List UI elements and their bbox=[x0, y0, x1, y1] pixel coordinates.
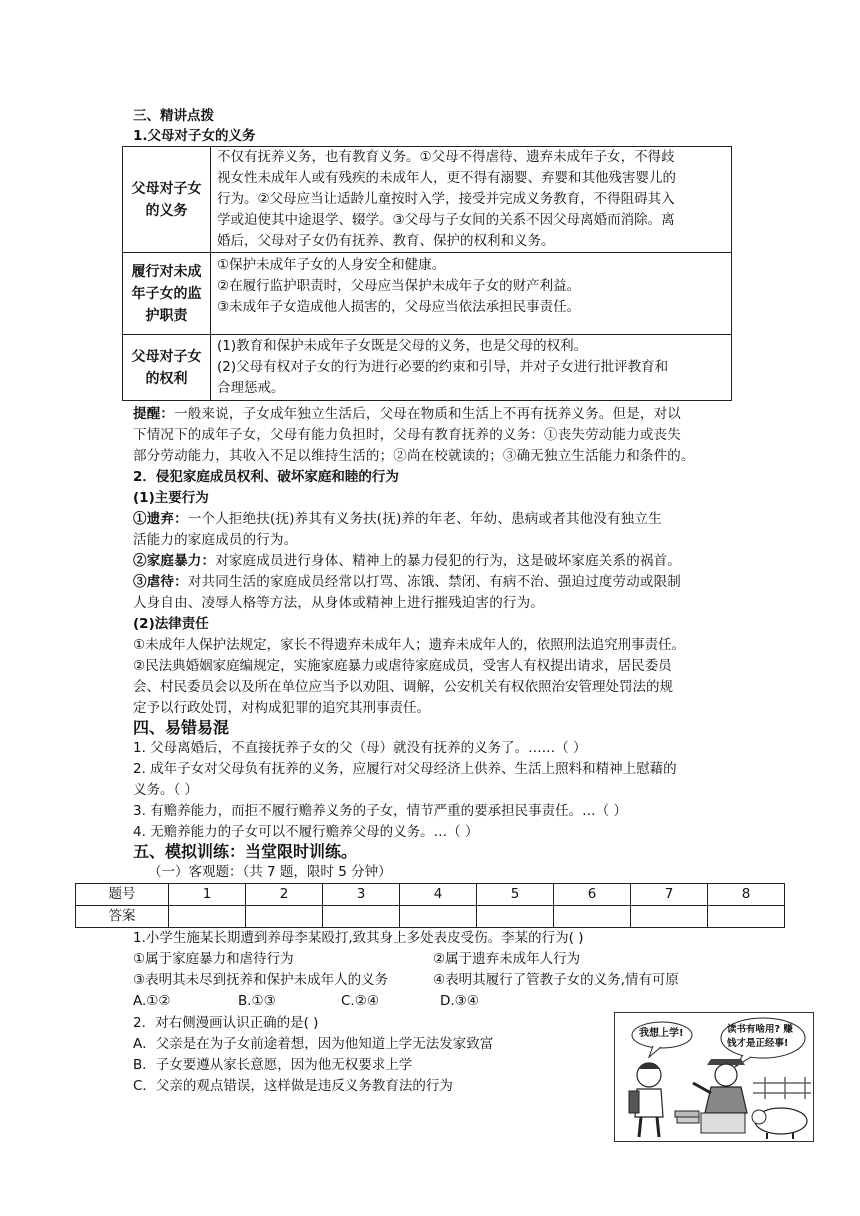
tip-line-1: 提醒：一般来说，子女成年独立生活后，父母在物质和生活上不再有抚养义务。但是，对以 bbox=[133, 406, 682, 422]
q1-option-4: ④表明其履行了管教子女的义务,情有可原 bbox=[433, 972, 679, 988]
row-body-guardianship bbox=[211, 253, 732, 335]
answer-cell[interactable] bbox=[400, 906, 477, 928]
table-row bbox=[123, 147, 732, 253]
cell-line: (2)父母有权对子女的行为进行必要的约束和引导，并对子女进行批评教育和 bbox=[217, 359, 669, 375]
table-row bbox=[123, 253, 732, 335]
law-line-3: 会、村民委员会以及所在单位应当予以劝阻、调解，公安机关有权依照治安管理处罚法的规 bbox=[133, 679, 673, 695]
q1-stem: 1.小学生施某长期遭到养母李某殴打,致其身上多处表皮受伤。李某的行为( ) bbox=[133, 930, 584, 946]
question-number: 1 bbox=[169, 884, 246, 906]
q1-choice-a[interactable]: A.①② bbox=[133, 993, 171, 1009]
answer-cell[interactable] bbox=[477, 906, 554, 928]
q2-stem: 2．对右侧漫画认识正确的是( ) bbox=[133, 1015, 319, 1031]
row-body-duties bbox=[211, 147, 732, 253]
cell-line: 合理惩戒。 bbox=[217, 380, 285, 396]
answer-cell[interactable] bbox=[169, 906, 246, 928]
answer-cell[interactable] bbox=[246, 906, 323, 928]
question-number: 5 bbox=[477, 884, 554, 906]
row-body-rights bbox=[211, 335, 732, 401]
table-row bbox=[76, 884, 785, 906]
bubble-child: 我想上学! bbox=[639, 1028, 684, 1039]
q2-choice-b[interactable]: B．子女要遵从家长意愿，因为他无权要求上学 bbox=[133, 1057, 413, 1073]
s4-item-2: 2. 成年子女对父母负有抚养的义务，应履行对父母经济上供养、生活上照料和精神上慰藉的 bbox=[133, 761, 677, 777]
cell-line: ①保护未成年子女的人身安全和健康。 bbox=[217, 257, 446, 273]
law-line-2: ②民法典婚姻家庭编规定，实施家庭暴力或虐待家庭成员，受害人有权提出请求，居民委员 bbox=[133, 658, 672, 674]
question-number-label: 题号 bbox=[76, 884, 169, 906]
act-domestic-violence: ②家庭暴力：对家庭成员进行身体、精神上的暴力侵犯的行为，这是破坏家庭关系的祸首。 bbox=[133, 553, 682, 569]
s4-item-1: 1. 父母离婚后，不直接抚养子女的父（母）就没有抚养的义务了。……（ ） bbox=[133, 740, 587, 756]
q1-option-2: ②属于遗弃未成年人行为 bbox=[433, 951, 581, 967]
q1-option-1: ①属于家庭暴力和虐待行为 bbox=[133, 951, 294, 967]
section-4-title: 四、易错易混 bbox=[133, 718, 230, 737]
cartoon-illustration bbox=[614, 1012, 814, 1142]
s5-subtitle: （一）客观题：（共 7 题，限时 5 分钟） bbox=[148, 864, 392, 880]
tip-line-3: 部分劳动能力，其收入不足以维持生活的；②尚在校就读的；③确无独立生活能力和条件的。 bbox=[133, 448, 695, 464]
answer-table bbox=[75, 883, 785, 928]
q1-choice-c[interactable]: C.②④ bbox=[341, 993, 379, 1009]
s4-item-3: 3. 有赡养能力，而拒不履行赡养义务的子女，情节严重的要承担民事责任。…（ ） bbox=[133, 803, 627, 819]
cell-line: 行为。②父母应当让适龄儿童按时入学，接受并完成义务教育，不得阻碍其入 bbox=[217, 191, 675, 207]
section-5-title: 五、模拟训练：当堂限时训练。 bbox=[133, 842, 358, 861]
q1-choice-b[interactable]: B.①③ bbox=[238, 993, 276, 1009]
bubble-father-line-1: 读书有啥用? 赚 bbox=[727, 1024, 793, 1035]
row-head-duties: 父母对子女的义务 bbox=[123, 147, 211, 253]
question-number: 3 bbox=[323, 884, 400, 906]
table-row bbox=[123, 335, 732, 401]
q2-choice-c[interactable]: C．父亲的观点错误，这样做是违反义务教育法的行为 bbox=[133, 1078, 453, 1094]
q1-choice-d[interactable]: D.③④ bbox=[440, 993, 479, 1009]
bubble-father-line-2: 钱才是正经事! bbox=[727, 1038, 789, 1049]
s4-item-2-cont: 义务。（ ） bbox=[133, 782, 199, 798]
law-line-4: 定予以行政处罚，对构成犯罪的追究其刑事责任。 bbox=[133, 700, 430, 716]
cell-line: ②在履行监护职责时，父母应当保护未成年子女的财产利益。 bbox=[217, 278, 581, 294]
table-row bbox=[76, 906, 785, 928]
section-3-subtitle-2: 2．侵犯家庭成员权利、破坏家庭和睦的行为 bbox=[133, 469, 399, 485]
s4-item-4: 4. 无赡养能力的子女可以不履行赡养父母的义务。…（ ） bbox=[133, 824, 479, 840]
answer-cell[interactable] bbox=[631, 906, 708, 928]
law-line-1: ①未成年人保护法规定，家长不得遗弃未成年人；遗弃未成年人的，依照刑法追究刑事责任。 bbox=[133, 637, 686, 653]
answer-label: 答案 bbox=[76, 906, 169, 928]
duties-table bbox=[122, 146, 732, 401]
section-3-title: 三、精讲点拨 bbox=[133, 108, 214, 124]
cell-line: ③未成年子女造成他人损害的，父母应当依法承担民事责任。 bbox=[217, 299, 581, 315]
q2-choice-a[interactable]: A．父亲是在为子女前途着想，因为他知道上学无法发家致富 bbox=[133, 1036, 494, 1052]
tip-label: 提醒： bbox=[133, 406, 175, 422]
main-acts-heading: (1)主要行为 bbox=[133, 490, 209, 506]
answer-cell[interactable] bbox=[708, 906, 785, 928]
question-number: 2 bbox=[246, 884, 323, 906]
act-abuse: ③虐待：对共同生活的家庭成员经常以打骂、冻饿、禁闭、有病不治、强迫过度劳动或限制 bbox=[133, 574, 682, 590]
cell-line: 不仅有抚养义务，也有教育义务。①父母不得虐待、遗弃未成年子女，不得歧 bbox=[217, 149, 675, 165]
q1-option-3: ③表明其未尽到抚养和保护未成年人的义务 bbox=[133, 972, 389, 988]
act-abandonment: ①遗弃：一个人拒绝扶(抚)养其有义务扶(抚)养的年老、年幼、患病或者其他没有独立生 bbox=[133, 511, 662, 527]
cell-line: 婚后，父母对子女仍有抚养、教育、保护的权利和义务。 bbox=[217, 233, 555, 249]
cell-line: 视女性未成年人或有残疾的未成年人，更不得有溺婴、弃婴和其他残害婴儿的 bbox=[217, 170, 676, 186]
act-abandonment-cont: 活能力的家庭成员的行为。 bbox=[133, 532, 298, 548]
legal-liability-heading: (2)法律责任 bbox=[133, 616, 209, 632]
cell-line: (1)教育和保护未成年子女既是父母的义务，也是父母的权利。 bbox=[217, 338, 588, 354]
tip-line-2: 下情况下的成年子女，父母有能力负担时，父母有教育抚养的义务：①丧失劳动能力或丧失 bbox=[133, 427, 681, 443]
act-abuse-cont: 人身自由、凌辱人格等方法，从身体或精神上进行摧残迫害的行为。 bbox=[133, 595, 544, 611]
row-head-rights: 父母对子女的权利 bbox=[123, 335, 211, 401]
question-number: 8 bbox=[708, 884, 785, 906]
cell-line: 学或迫使其中途退学、辍学。③父母与子女间的关系不因父母离婚而消除。离 bbox=[217, 212, 675, 228]
answer-cell[interactable] bbox=[554, 906, 631, 928]
row-head-guardianship: 履行对未成年子女的监护职责 bbox=[123, 253, 211, 335]
question-number: 6 bbox=[554, 884, 631, 906]
question-number: 4 bbox=[400, 884, 477, 906]
question-number: 7 bbox=[631, 884, 708, 906]
answer-cell[interactable] bbox=[323, 906, 400, 928]
section-3-subtitle-1: 1.父母对子女的义务 bbox=[133, 128, 256, 144]
